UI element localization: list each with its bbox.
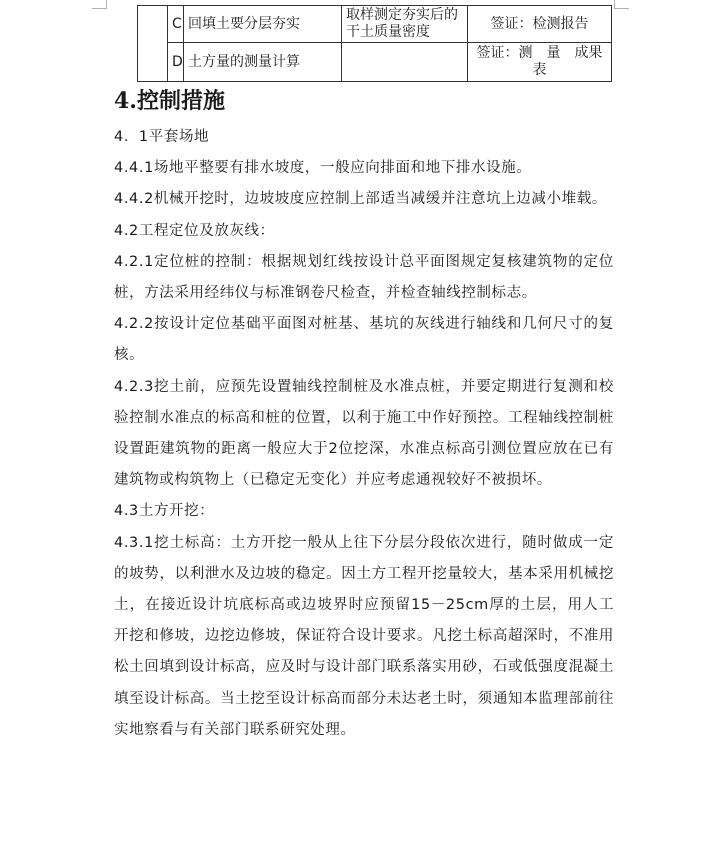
- paragraph: 4.2.2按设计定位基础平面图对桩基、基坑的灰线进行轴线和几何尺寸的复核。: [114, 316, 614, 364]
- table-row: [138, 43, 612, 82]
- paragraph: 4.4.2机械开挖时，边坡坡度应控制上部适当减缓并注意坑上边减小堆载。: [114, 191, 607, 208]
- row-code: C: [168, 6, 184, 43]
- row-method: [342, 43, 468, 82]
- section-heading: 4.控制措施: [114, 88, 225, 114]
- table-row: [138, 6, 612, 43]
- paragraph: 4.2工程定位及放灰线：: [114, 222, 275, 239]
- document-body: [114, 86, 614, 746]
- table-cell-blank: [138, 6, 168, 82]
- page-corner-mark-left: [92, 0, 107, 9]
- row-code: D: [168, 43, 184, 82]
- paragraph: 4．1平套场地: [114, 129, 210, 145]
- paragraph: 4.2.3挖土前，应预先设置轴线控制桩及水准点桩，并要定期进行复测和校验控制水准点的标高和桩的位置，以利于施工中作好预控。工程轴线控制桩设置距建筑物的距离一般应大于2位挖深，水准点标高引测位置应放在已有建筑物或构筑物上（已稳定无变化）并应考虑通视较好不被损坏。: [114, 378, 614, 489]
- paragraph: 4.4.1场地平整要有排水坡度，一般应向排面和地下排水设施。: [114, 160, 532, 177]
- paragraph: 4.3土方开挖：: [114, 503, 215, 520]
- paragraph: 4.2.1定位桩的控制：根据规划红线按设计总平面图规定复核建筑物的定位桩，方法采用经纬仪与标准钢卷尺检查，并检查轴线控制标志。: [114, 253, 614, 302]
- row-verify: 签证：检测报告: [468, 6, 612, 43]
- row-item: 土方量的测量计算: [184, 43, 342, 82]
- row-method: 取样测定夯实后的干土质量密度: [342, 6, 468, 43]
- paragraph: 4.3.1挖土标高：土方开挖一般从上往下分层分段依次进行，随时做成一定的坡势，以利泄水及边坡的稳定。因土方工程开挖量较大，基本采用机械挖土，在接近设计坑底标高或边坡界时应预留15－25cm厚的土层，用人工开挖和修坡，边挖边修坡，保证符合设计要求。凡挖土标高超深时，不准用松土回填到设计标高，应及时与设计部门联系落实用砂，石或低强度混凝土填至设计标高。当土挖至设计标高而部分未达老土时，须通知本监理部前往实地察看与有关部门联系研究处理。: [114, 534, 614, 738]
- inspection-table: [137, 5, 612, 82]
- page-corner-mark-right: [614, 0, 629, 9]
- row-item: 回填土要分层夯实: [184, 6, 342, 43]
- row-verify: 签证：测 量 成果表: [468, 43, 612, 82]
